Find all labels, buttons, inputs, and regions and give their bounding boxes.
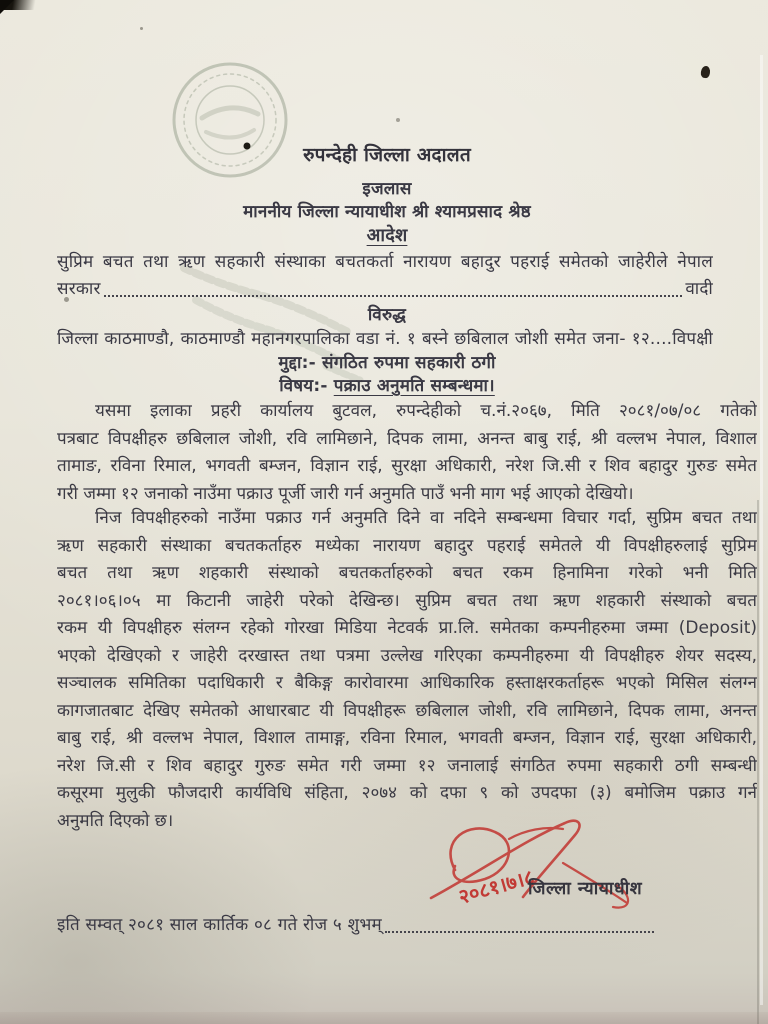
order-paragraph-2: निज विपक्षीहरुको नाउँमा पक्राउ गर्न अनुमति दिने वा नदिने सम्बन्धमा विचार गर्दा, सुप्रिम बचत तथा ऋण सहकारी संस्थाका बचतकर्ताहरु मध्येका नारायण बहादुर पहराई समेतले यी विपक्षीहरुलाई सुप्रिम बचत तथा ऋण शहकारी संस्थाको बचतकर्ताहरुको बचत रकम हिनामिना गरेको भनी मिति २०८१।०६।०५ मा किटानी जाहेरी परेको देखिन्छ। सुप्रिम बचत तथा ऋण शहकारी संस्थाको बचत रकम यी विपक्षीहरु संलग्न रहेको गोरखा मिडिया नेटवर्क प्रा.लि. समेतका कम्पनीहरुमा जम्मा (Deposit) भएको देखिएको र जाहेरी दरखास्त तथा पत्रमा उल्लेख गरिएका कम्पनीहरुमा यी विपक्षीहरु शेयर सदस्य, सञ्चालक समितिका पदाधिकारी र बैकिङ्ग कारोवारमा आधिकारिक हस्ताक्षरकर्ताहरू भएको मिसिल संलग्न कागजातबाट देखिए समेतको आधारबाट यी विपक्षीहरू छबिलाल जोशी, रवि लामिछाने, दिपक लामा, अनन्त बाबु राई, श्री वल्लभ नेपाल, विशाल तामाङ्ग, रविना रिमाल, भगवती बम्जन, विज्ञान राई, सुरक्षा अधिकारी, नरेश जि.सी र शिव बहादुर गुरुङ समेत गरी जम्मा १२ जनालाई संगठित रुपमा सहकारी ठगी सम्बन्धी कसूरमा मुलुकी फौजदारी कार्यविधि संहिता, २०७४ को दफा ९ को उपदफा (३) बमोजिम पक्राउ गर्न अनुमति दिएको छ।	[57, 508, 757, 831]
subject-row	[57, 374, 717, 398]
complainant-line: सुप्रिम बचत तथा ऋण सहकारी संस्थाका बचतकर्ता नारायण बहादुर पहराई समेतको जाहेरीले नेपाल	[57, 252, 713, 272]
paper-edge-line	[757, 500, 759, 1024]
corner-shadow-tip	[0, 0, 14, 14]
order-heading: आदेश	[366, 225, 408, 246]
judge-line: माननीय जिल्ला न्यायाधीश श्री श्यामप्रसाद श्रेष्ठ	[243, 202, 531, 222]
case-row	[57, 351, 717, 375]
subject-label: विषय:-	[279, 376, 328, 396]
court-name: रुपन्देही जिल्ला अदालत	[303, 144, 471, 166]
bench-label: इजलास	[362, 179, 412, 199]
closing-row	[57, 913, 657, 937]
paper-edge	[760, 55, 763, 1005]
signature-date: २०८१।७।८	[455, 864, 537, 909]
dotted-leader	[104, 295, 683, 297]
judge-title: जिल्ला न्यायाधीश	[528, 879, 643, 899]
subject-text: पक्राउ अनुमति सम्बन्धमा।	[333, 376, 495, 396]
ink-blot	[700, 65, 711, 78]
order-paragraph-1: यसमा इलाका प्रहरी कार्यालय बुटवल, रुपन्देहीको च.नं.२०६७, मिति २०८१/०७/०८ गतेको पत्रबाट विपक्षीहरु छबिलाल जोशी, रवि लामिछाने, दिपक लामा, अनन्त बाबु राई, श्री वल्लभ नेपाल, विशाल तामाङ, रविना रिमाल, भगवती बम्जन, विज्ञान राई, सुरक्षा अधिकारी, नरेश जि.सी र शिव बहादुर गुरुङ समेत गरी जम्मा १२ जनाको नाउँमा पक्राउ पूर्जी जारी गर्न अनुमति पाउँ भनी माग भई आएको देखियो।	[57, 401, 757, 504]
plaintiff-name: सरकार	[57, 279, 101, 299]
versus-label: विरुद्ध	[367, 305, 407, 325]
dotted-leader	[385, 931, 654, 933]
judge-signature	[413, 808, 663, 920]
case-type: संगठित रुपमा सहकारी ठगी	[322, 353, 496, 373]
table-edge	[0, 1012, 768, 1024]
plaintiff-label: वादी	[685, 279, 713, 299]
defendant-line: जिल्ला काठमाण्डौ, काठमाण्डौ महानगरपालिका वडा नं. १ बस्ने छबिलाल जोशी समेत जना- १२....विपक्षी	[57, 329, 713, 349]
case-label: मुद्दा:-	[278, 353, 316, 373]
closing-text: इति सम्वत् २०८१ साल कार्तिक ०८ गते रोज ५ शुभम्	[57, 915, 382, 935]
plaintiff-row	[57, 277, 713, 301]
paper-speck	[140, 27, 143, 30]
